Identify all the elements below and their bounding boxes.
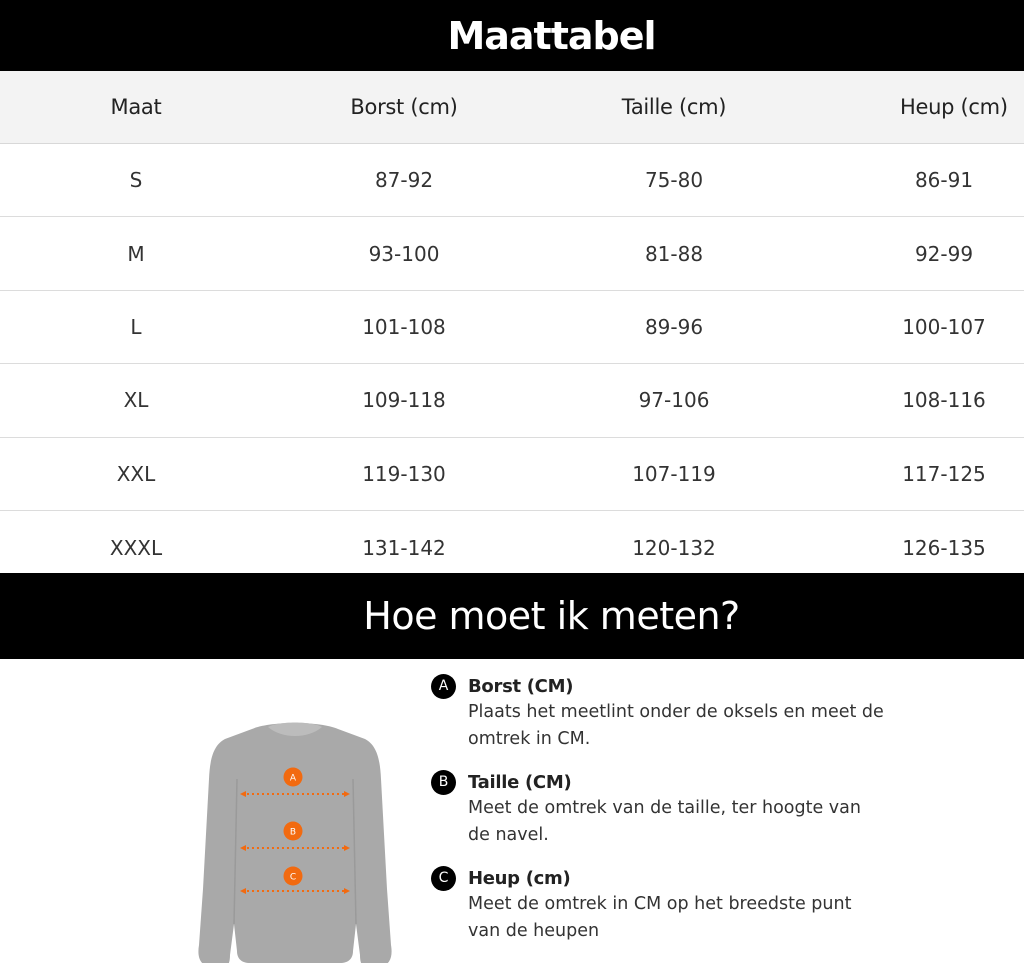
table-row [0, 438, 1024, 511]
step-description: Meet de omtrek in CM op het breedste punt van de heupen [468, 894, 852, 941]
step-hip [431, 865, 901, 945]
size-chart-banner [0, 0, 1024, 71]
header-cell-waist: Taille (cm) [621, 95, 727, 119]
step-title: Borst (CM) [468, 675, 574, 697]
step-description: Meet de omtrek van de taille, ter hoogte van de navel. [468, 798, 861, 845]
step-waist [431, 769, 901, 849]
cell-size: L [130, 314, 142, 339]
step-title: Heup (cm) [468, 867, 571, 889]
cell-chest: 87-92 [374, 168, 434, 193]
how-to-measure-banner [0, 573, 1024, 659]
marker-c-label: C [289, 872, 297, 883]
header-cell-chest: Borst (cm) [350, 95, 458, 119]
step-badge-c-icon: C [431, 866, 456, 891]
cell-hip: 117-125 [902, 461, 986, 486]
cell-hip: 126-135 [902, 535, 986, 560]
sweater-body-icon [198, 723, 391, 963]
cell-size: XXL [116, 461, 156, 486]
marker-a-label: A [289, 773, 297, 784]
cell-waist: 97-106 [638, 388, 710, 413]
cell-size: M [127, 241, 145, 266]
step-chest [431, 673, 901, 753]
cell-hip: 108-116 [902, 388, 986, 413]
sweater-diagram [190, 719, 400, 963]
cell-chest: 101-108 [362, 314, 446, 339]
step-description: Plaats het meetlint onder de oksels en meet de omtrek in CM. [468, 702, 884, 749]
cell-hip: 86-91 [914, 168, 974, 193]
measure-steps [431, 673, 901, 961]
cell-waist: 75-80 [644, 168, 704, 193]
cell-waist: 81-88 [644, 241, 704, 266]
table-row [0, 144, 1024, 217]
cell-chest: 131-142 [362, 535, 446, 560]
cell-chest: 109-118 [362, 388, 446, 413]
cell-waist: 120-132 [632, 535, 716, 560]
cell-hip: 92-99 [914, 241, 974, 266]
cell-size: XXXL [109, 535, 163, 560]
header-cell-size: Maat [110, 95, 162, 119]
cell-size: S [129, 168, 143, 193]
cell-hip: 100-107 [902, 314, 986, 339]
header-cell-hip: Heup (cm) [900, 95, 1008, 119]
cell-waist: 107-119 [632, 461, 716, 486]
size-table [0, 71, 1024, 584]
how-to-measure-section [0, 659, 1024, 963]
table-row [0, 364, 1024, 437]
cell-waist: 89-96 [644, 314, 704, 339]
table-header-row [0, 71, 1024, 144]
cell-size: XL [123, 388, 149, 413]
step-title: Taille (CM) [468, 771, 572, 793]
how-to-measure-title: Hoe moet ik meten? [363, 594, 740, 638]
size-chart-title: Maattabel [447, 13, 656, 58]
cell-chest: 93-100 [368, 241, 440, 266]
step-badge-a-icon: A [431, 674, 456, 699]
step-badge-b-icon: B [431, 770, 456, 795]
table-row [0, 291, 1024, 364]
cell-chest: 119-130 [362, 461, 446, 486]
table-row [0, 217, 1024, 290]
marker-b-label: B [289, 827, 297, 838]
